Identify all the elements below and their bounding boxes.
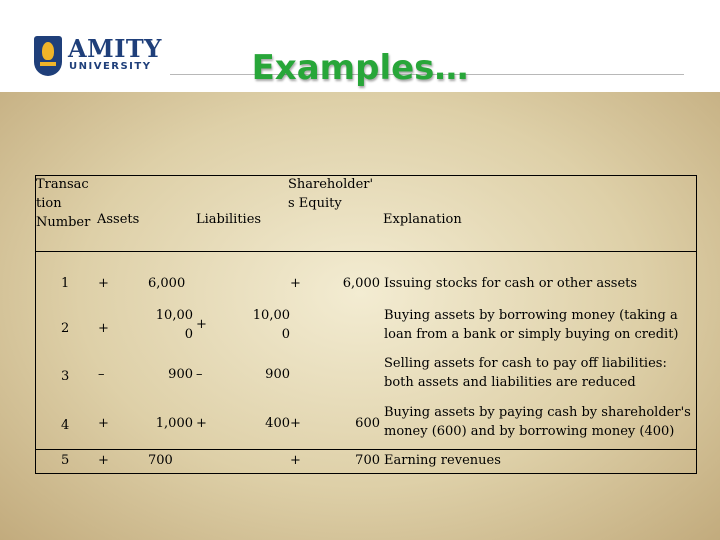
assets-value: 10,00 0 bbox=[155, 308, 193, 342]
assets-sign: + bbox=[98, 453, 109, 468]
liabilities-value: 10,00 0 bbox=[252, 308, 290, 342]
equity-value: 600 bbox=[355, 416, 380, 431]
row-number: 5 bbox=[61, 453, 70, 468]
row-number: 4 bbox=[61, 418, 70, 433]
transactions-table bbox=[35, 175, 697, 474]
liabilities-sign: + bbox=[196, 317, 207, 332]
assets-sign: – bbox=[98, 367, 105, 382]
equity-sign: + bbox=[290, 416, 301, 431]
explanation-text: Buying assets by borrowing money (taking a loan from a bank or simply buying on credit) bbox=[384, 308, 679, 342]
row-number: 1 bbox=[61, 276, 70, 291]
slide-header bbox=[0, 0, 720, 92]
slide-title: Examples… bbox=[251, 48, 469, 88]
explanation-text: Selling assets for cash to pay off liabilities: both assets and liabilities are reduced bbox=[384, 356, 667, 390]
liabilities-sign: – bbox=[196, 367, 203, 382]
header-liabilities: Liabilities bbox=[196, 212, 262, 227]
assets-sign: + bbox=[98, 416, 109, 431]
assets-value: 900 bbox=[168, 367, 193, 382]
explanation-text: Issuing stocks for cash or other assets bbox=[384, 276, 638, 291]
header-explanation: Explanation bbox=[383, 212, 462, 227]
liabilities-sign: + bbox=[196, 416, 207, 431]
logo-name: AMITY bbox=[68, 34, 162, 63]
header-transaction-number: Transac tion Number bbox=[36, 177, 91, 230]
logo-subtitle: UNIVERSITY bbox=[69, 61, 152, 72]
header-assets: Assets bbox=[97, 212, 140, 227]
assets-value: 1,000 bbox=[155, 416, 193, 431]
assets-value: 700 bbox=[148, 453, 173, 468]
assets-sign: + bbox=[98, 321, 109, 336]
header-divider bbox=[36, 251, 696, 252]
equity-sign: + bbox=[290, 453, 301, 468]
row-number: 3 bbox=[61, 369, 70, 384]
assets-sign: + bbox=[98, 276, 109, 291]
liabilities-value: 900 bbox=[265, 367, 290, 382]
explanation-text: Buying assets by paying cash by shareholder's money (600) and by borrowing money (400) bbox=[384, 405, 691, 439]
assets-value: 6,000 bbox=[148, 276, 186, 291]
equity-sign: + bbox=[290, 276, 301, 291]
row-number: 2 bbox=[61, 321, 70, 336]
row-divider bbox=[36, 449, 696, 450]
header-shareholders-equity: Shareholder' s Equity bbox=[288, 177, 374, 211]
liabilities-value: 400 bbox=[265, 416, 290, 431]
explanation-text: Earning revenues bbox=[384, 453, 501, 468]
equity-value: 6,000 bbox=[342, 276, 380, 291]
equity-value: 700 bbox=[355, 453, 380, 468]
